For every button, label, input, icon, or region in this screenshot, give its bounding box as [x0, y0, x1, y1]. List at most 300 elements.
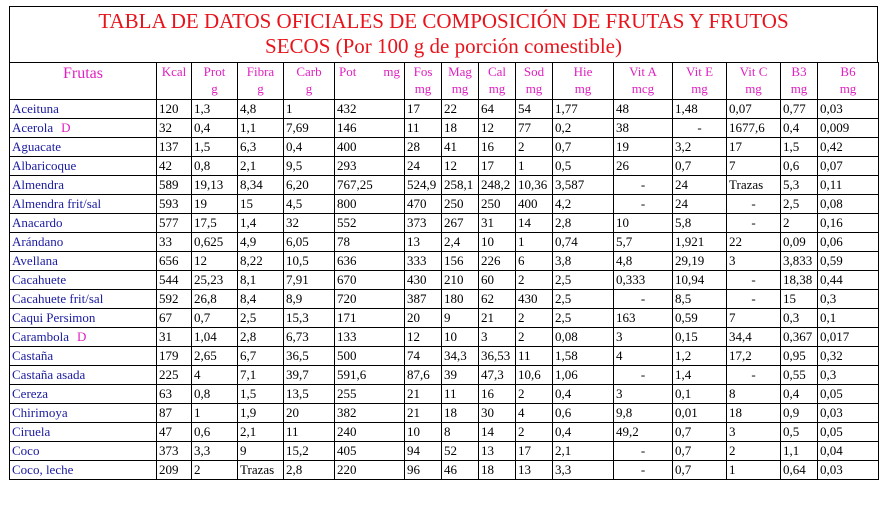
value-cell: 14 — [479, 423, 516, 442]
fruit-name-cell — [10, 404, 157, 423]
value-cell: 6,3 — [238, 138, 284, 157]
value-cell: 592 — [157, 290, 192, 309]
value-cell: 6,05 — [284, 233, 335, 252]
column-header-label: Vit E — [685, 64, 714, 79]
value-cell: 0,6 — [553, 404, 614, 423]
value-cell: 0,05 — [818, 385, 879, 404]
table-row — [10, 442, 879, 461]
value-cell: 60 — [479, 271, 516, 290]
value-cell: 432 — [335, 100, 405, 119]
value-cell: 11 — [284, 423, 335, 442]
value-cell: 8,1 — [238, 271, 284, 290]
value-cell: 0,15 — [673, 328, 727, 347]
value-cell: 10,5 — [284, 252, 335, 271]
column-header-b3 — [781, 63, 818, 100]
value-cell: 5,7 — [614, 233, 673, 252]
value-cell: 1 — [192, 404, 238, 423]
value-cell: 2 — [192, 461, 238, 480]
value-cell: 405 — [335, 442, 405, 461]
column-header-pot — [335, 63, 405, 100]
column-header-label: Fos — [413, 64, 433, 79]
value-cell: 1,5 — [781, 138, 818, 157]
value-cell: 17,5 — [192, 214, 238, 233]
value-cell: 591,6 — [335, 366, 405, 385]
value-cell: 21 — [405, 385, 442, 404]
value-cell: 2,1 — [238, 157, 284, 176]
value-cell: 74 — [405, 347, 442, 366]
value-cell: 333 — [405, 252, 442, 271]
value-cell: 52 — [442, 442, 479, 461]
value-cell: 2,5 — [553, 290, 614, 309]
fruit-name-cell — [10, 195, 157, 214]
value-cell: 1,921 — [673, 233, 727, 252]
value-cell: 32 — [284, 214, 335, 233]
value-cell: 1 — [516, 233, 553, 252]
value-cell: 0,7 — [673, 423, 727, 442]
value-cell: 250 — [442, 195, 479, 214]
value-cell: 2,4 — [442, 233, 479, 252]
value-cell: 3,2 — [673, 138, 727, 157]
column-header-mag — [442, 63, 479, 100]
column-header-label: Fibra — [246, 64, 275, 79]
table-row — [10, 233, 879, 252]
column-header-label: B3 — [791, 64, 807, 79]
value-cell: - — [727, 271, 781, 290]
value-cell: 0,59 — [818, 252, 879, 271]
value-cell: 2 — [781, 214, 818, 233]
value-cell: 1 — [727, 461, 781, 480]
table-row — [10, 423, 879, 442]
value-cell: 8,9 — [284, 290, 335, 309]
value-cell: 3 — [727, 252, 781, 271]
value-cell: 19 — [614, 138, 673, 157]
value-cell: 0,44 — [818, 271, 879, 290]
value-cell: 0,55 — [781, 366, 818, 385]
value-cell: 248,2 — [479, 176, 516, 195]
value-cell: 4,9 — [238, 233, 284, 252]
value-cell: 7,1 — [238, 366, 284, 385]
value-cell: 2 — [516, 309, 553, 328]
value-cell: 20 — [405, 309, 442, 328]
column-header-label: Frutas — [63, 65, 103, 82]
value-cell: 4,5 — [284, 195, 335, 214]
fruit-name: Cacahuete frit/sal — [12, 291, 104, 306]
value-cell: 293 — [335, 157, 405, 176]
value-cell: 179 — [157, 347, 192, 366]
value-cell: - — [727, 214, 781, 233]
fruit-name-cell — [10, 176, 157, 195]
column-header-kcal — [157, 63, 192, 100]
value-cell: 250 — [479, 195, 516, 214]
column-header-label: Prot — [203, 64, 226, 79]
value-cell: 180 — [442, 290, 479, 309]
value-cell: 2,65 — [192, 347, 238, 366]
value-cell: 34,3 — [442, 347, 479, 366]
value-cell: 12 — [405, 328, 442, 347]
value-cell: 430 — [516, 290, 553, 309]
value-cell: 0,4 — [781, 385, 818, 404]
value-cell: 589 — [157, 176, 192, 195]
value-cell: 29,19 — [673, 252, 727, 271]
value-cell: 18 — [442, 404, 479, 423]
column-header-label: Vit A — [629, 64, 657, 79]
value-cell: 16 — [479, 138, 516, 157]
value-cell: 0,42 — [818, 138, 879, 157]
column-header-label: Mag — [448, 64, 472, 79]
fruit-name-cell — [10, 385, 157, 404]
value-cell: 225 — [157, 366, 192, 385]
table-row — [10, 347, 879, 366]
value-cell: 373 — [405, 214, 442, 233]
fruit-name: Aguacate — [12, 139, 62, 154]
column-header-vit-a — [614, 63, 673, 100]
value-cell: 387 — [405, 290, 442, 309]
nutrition-table-sheet — [9, 6, 878, 480]
fruit-name-cell — [10, 138, 157, 157]
value-cell: 16 — [479, 385, 516, 404]
column-header-vit-c — [727, 63, 781, 100]
column-header-label: Cal — [487, 64, 507, 79]
value-cell: 0,08 — [818, 195, 879, 214]
value-cell: 13 — [479, 442, 516, 461]
column-header-sod — [516, 63, 553, 100]
value-cell: 87 — [157, 404, 192, 423]
table-row — [10, 309, 879, 328]
value-cell: 21 — [479, 309, 516, 328]
value-cell: 48 — [614, 100, 673, 119]
value-cell: 0,3 — [781, 309, 818, 328]
header-row — [10, 63, 879, 100]
value-cell: 31 — [479, 214, 516, 233]
column-header-label: Kcal — [161, 64, 187, 79]
value-cell: 11 — [516, 347, 553, 366]
column-header-unit: mg — [790, 81, 808, 96]
fruit-name-cell — [10, 214, 157, 233]
value-cell: 0,95 — [781, 347, 818, 366]
fruit-name-cell — [10, 100, 157, 119]
value-cell: 2 — [516, 423, 553, 442]
column-header-unit: mg — [451, 81, 469, 96]
value-cell: 19 — [192, 195, 238, 214]
value-cell: 18 — [442, 119, 479, 138]
fruit-name: Castaña asada — [12, 367, 86, 382]
value-cell: 30 — [479, 404, 516, 423]
value-cell: - — [614, 461, 673, 480]
column-header-fibra — [238, 63, 284, 100]
value-cell: 42 — [157, 157, 192, 176]
value-cell: 0,01 — [673, 404, 727, 423]
value-cell: 18 — [727, 404, 781, 423]
value-cell: 0,5 — [781, 423, 818, 442]
value-cell: 0,09 — [781, 233, 818, 252]
value-cell: 3 — [614, 385, 673, 404]
value-cell: 0,64 — [781, 461, 818, 480]
value-cell: 0,7 — [192, 309, 238, 328]
value-cell: 0,017 — [818, 328, 879, 347]
table-row — [10, 290, 879, 309]
table-row — [10, 328, 879, 347]
column-header-prot — [192, 63, 238, 100]
fruit-name: Acerola — [12, 120, 54, 135]
value-cell: 8 — [442, 423, 479, 442]
value-cell: 7,69 — [284, 119, 335, 138]
table-row — [10, 119, 879, 138]
value-cell: 0,4 — [553, 423, 614, 442]
value-cell: 1,06 — [553, 366, 614, 385]
value-cell: 36,53 — [479, 347, 516, 366]
value-cell: 39 — [442, 366, 479, 385]
value-cell: 7 — [727, 157, 781, 176]
value-cell: 36,5 — [284, 347, 335, 366]
table-row — [10, 138, 879, 157]
value-cell: 0,03 — [818, 461, 879, 480]
value-cell: 544 — [157, 271, 192, 290]
fruit-name: Cacahuete — [12, 272, 67, 287]
value-cell: 3,3 — [553, 461, 614, 480]
column-header-cal — [479, 63, 516, 100]
fruit-name: Aceituna — [12, 101, 59, 116]
value-cell: 26,8 — [192, 290, 238, 309]
value-cell: 0,7 — [553, 138, 614, 157]
value-cell: 0,009 — [818, 119, 879, 138]
table-row — [10, 100, 879, 119]
value-cell: 9,5 — [284, 157, 335, 176]
value-cell: 15 — [781, 290, 818, 309]
value-cell: 0,8 — [192, 385, 238, 404]
value-cell: 0,77 — [781, 100, 818, 119]
value-cell: 2,5 — [238, 309, 284, 328]
value-cell: 7,91 — [284, 271, 335, 290]
value-cell: 3,587 — [553, 176, 614, 195]
value-cell: 2 — [516, 328, 553, 347]
value-cell: 2,5 — [781, 195, 818, 214]
value-cell: - — [673, 119, 727, 138]
value-cell: - — [614, 195, 673, 214]
value-cell: 430 — [405, 271, 442, 290]
value-cell: 524,9 — [405, 176, 442, 195]
value-cell: 500 — [335, 347, 405, 366]
value-cell: 2,8 — [553, 214, 614, 233]
value-cell: 0,4 — [192, 119, 238, 138]
value-cell: 8,34 — [238, 176, 284, 195]
value-cell: 38 — [614, 119, 673, 138]
value-cell: 7 — [727, 309, 781, 328]
value-cell: 400 — [516, 195, 553, 214]
value-cell: 0,04 — [818, 442, 879, 461]
value-cell: 0,03 — [818, 404, 879, 423]
fruit-name: Chirimoya — [12, 405, 68, 420]
fruit-name-cell — [10, 309, 157, 328]
value-cell: 552 — [335, 214, 405, 233]
value-cell: - — [727, 366, 781, 385]
fruit-name-cell — [10, 271, 157, 290]
value-cell: 133 — [335, 328, 405, 347]
value-cell: 78 — [335, 233, 405, 252]
value-cell: 17 — [516, 442, 553, 461]
value-cell: 94 — [405, 442, 442, 461]
column-header-unit: mg — [839, 81, 857, 96]
value-cell: 1 — [284, 100, 335, 119]
value-cell: 20 — [284, 404, 335, 423]
value-cell: 18,38 — [781, 271, 818, 290]
table-row — [10, 461, 879, 480]
value-cell: 25,23 — [192, 271, 238, 290]
value-cell: 28 — [405, 138, 442, 157]
value-cell: 0,7 — [673, 442, 727, 461]
value-cell: 4 — [192, 366, 238, 385]
value-cell: 63 — [157, 385, 192, 404]
value-cell: 720 — [335, 290, 405, 309]
value-cell: 8,4 — [238, 290, 284, 309]
fruit-name-cell — [10, 290, 157, 309]
value-cell: 146 — [335, 119, 405, 138]
value-cell: 1,1 — [781, 442, 818, 461]
value-cell: 593 — [157, 195, 192, 214]
table-row — [10, 404, 879, 423]
value-cell: 0,625 — [192, 233, 238, 252]
table-title — [9, 6, 878, 62]
value-cell: 0,6 — [781, 157, 818, 176]
value-cell: 24 — [673, 176, 727, 195]
fruit-name-cell — [10, 233, 157, 252]
value-cell: 15 — [238, 195, 284, 214]
table-row — [10, 252, 879, 271]
fruit-name-cell — [10, 366, 157, 385]
value-cell: 6,7 — [238, 347, 284, 366]
value-cell: 24 — [405, 157, 442, 176]
fruit-name: Castaña — [12, 348, 54, 363]
value-cell: 0,32 — [818, 347, 879, 366]
value-cell: 0,8 — [192, 157, 238, 176]
value-cell: 1,3 — [192, 100, 238, 119]
value-cell: 1,5 — [238, 385, 284, 404]
fruit-mark: D — [77, 329, 87, 344]
value-cell: 0,59 — [673, 309, 727, 328]
value-cell: 0,74 — [553, 233, 614, 252]
column-header-label: Carb — [296, 64, 322, 79]
value-cell: 34,4 — [727, 328, 781, 347]
value-cell: 0,05 — [818, 423, 879, 442]
value-cell: 13,5 — [284, 385, 335, 404]
value-cell: 18 — [479, 461, 516, 480]
value-cell: 17,2 — [727, 347, 781, 366]
value-cell: 49,2 — [614, 423, 673, 442]
fruit-name: Anacardo — [12, 215, 63, 230]
value-cell: 10 — [405, 423, 442, 442]
value-cell: - — [614, 366, 673, 385]
value-cell: 1677,6 — [727, 119, 781, 138]
value-cell: 39,7 — [284, 366, 335, 385]
value-cell: 0,5 — [553, 157, 614, 176]
value-cell: 12 — [442, 157, 479, 176]
value-cell: 0,333 — [614, 271, 673, 290]
value-cell: 17 — [727, 138, 781, 157]
value-cell: - — [727, 290, 781, 309]
value-cell: 0,1 — [818, 309, 879, 328]
value-cell: 2,5 — [553, 271, 614, 290]
value-cell: 3 — [727, 423, 781, 442]
value-cell: 6 — [516, 252, 553, 271]
table-row — [10, 214, 879, 233]
fruit-name: Caqui Persimon — [12, 310, 96, 325]
value-cell: 209 — [157, 461, 192, 480]
value-cell: 0,6 — [192, 423, 238, 442]
column-header-carb — [284, 63, 335, 100]
value-cell: 62 — [479, 290, 516, 309]
column-header-hie — [553, 63, 614, 100]
value-cell: 0,11 — [818, 176, 879, 195]
value-cell: 0,08 — [553, 328, 614, 347]
column-header-unit: mg — [414, 81, 432, 96]
column-header-label: Vit C — [739, 64, 768, 79]
column-header-unit: g — [211, 81, 218, 96]
value-cell: 1,04 — [192, 328, 238, 347]
value-cell: 13 — [405, 233, 442, 252]
value-cell: 2,8 — [284, 461, 335, 480]
value-cell: 4,8 — [614, 252, 673, 271]
value-cell: 0,03 — [818, 100, 879, 119]
value-cell: 226 — [479, 252, 516, 271]
fruit-name-cell — [10, 119, 157, 138]
value-cell: 2 — [516, 271, 553, 290]
value-cell: 10,6 — [516, 366, 553, 385]
value-cell: - — [727, 195, 781, 214]
table-row — [10, 385, 879, 404]
value-cell: 267 — [442, 214, 479, 233]
column-header-frutas — [10, 63, 157, 100]
column-header-unit: g — [305, 81, 313, 96]
value-cell: 32 — [157, 119, 192, 138]
value-cell: 4,8 — [238, 100, 284, 119]
value-cell: 0,16 — [818, 214, 879, 233]
value-cell: 2 — [516, 385, 553, 404]
value-cell: 77 — [516, 119, 553, 138]
value-cell: 0,06 — [818, 233, 879, 252]
value-cell: 1,9 — [238, 404, 284, 423]
column-header-unit: mg — [574, 81, 592, 96]
column-header-unit: mg — [488, 81, 506, 96]
value-cell: 2,5 — [553, 309, 614, 328]
value-cell: 3,8 — [553, 252, 614, 271]
column-header-label: Hie — [573, 64, 593, 79]
value-cell: 2 — [727, 442, 781, 461]
value-cell: 767,25 — [335, 176, 405, 195]
value-cell: 10 — [614, 214, 673, 233]
value-cell: 46 — [442, 461, 479, 480]
column-header-vit-e — [673, 63, 727, 100]
value-cell: 15,2 — [284, 442, 335, 461]
fruit-name: Ciruela — [12, 424, 51, 439]
fruit-name: Albaricoque — [12, 158, 77, 173]
value-cell: 24 — [673, 195, 727, 214]
value-cell: 0,3 — [818, 290, 879, 309]
value-cell: 12 — [479, 119, 516, 138]
value-cell: 22 — [727, 233, 781, 252]
value-cell: 0,07 — [818, 157, 879, 176]
value-cell: 19,13 — [192, 176, 238, 195]
value-cell: Trazas — [727, 176, 781, 195]
value-cell: 9 — [442, 309, 479, 328]
value-cell: 163 — [614, 309, 673, 328]
value-cell: 3,833 — [781, 252, 818, 271]
value-cell: 0,7 — [673, 157, 727, 176]
table-row — [10, 271, 879, 290]
value-cell: 258,1 — [442, 176, 479, 195]
value-cell: 21 — [405, 404, 442, 423]
value-cell: 0,1 — [673, 385, 727, 404]
value-cell: 2,1 — [553, 442, 614, 461]
composition-table — [9, 62, 879, 480]
